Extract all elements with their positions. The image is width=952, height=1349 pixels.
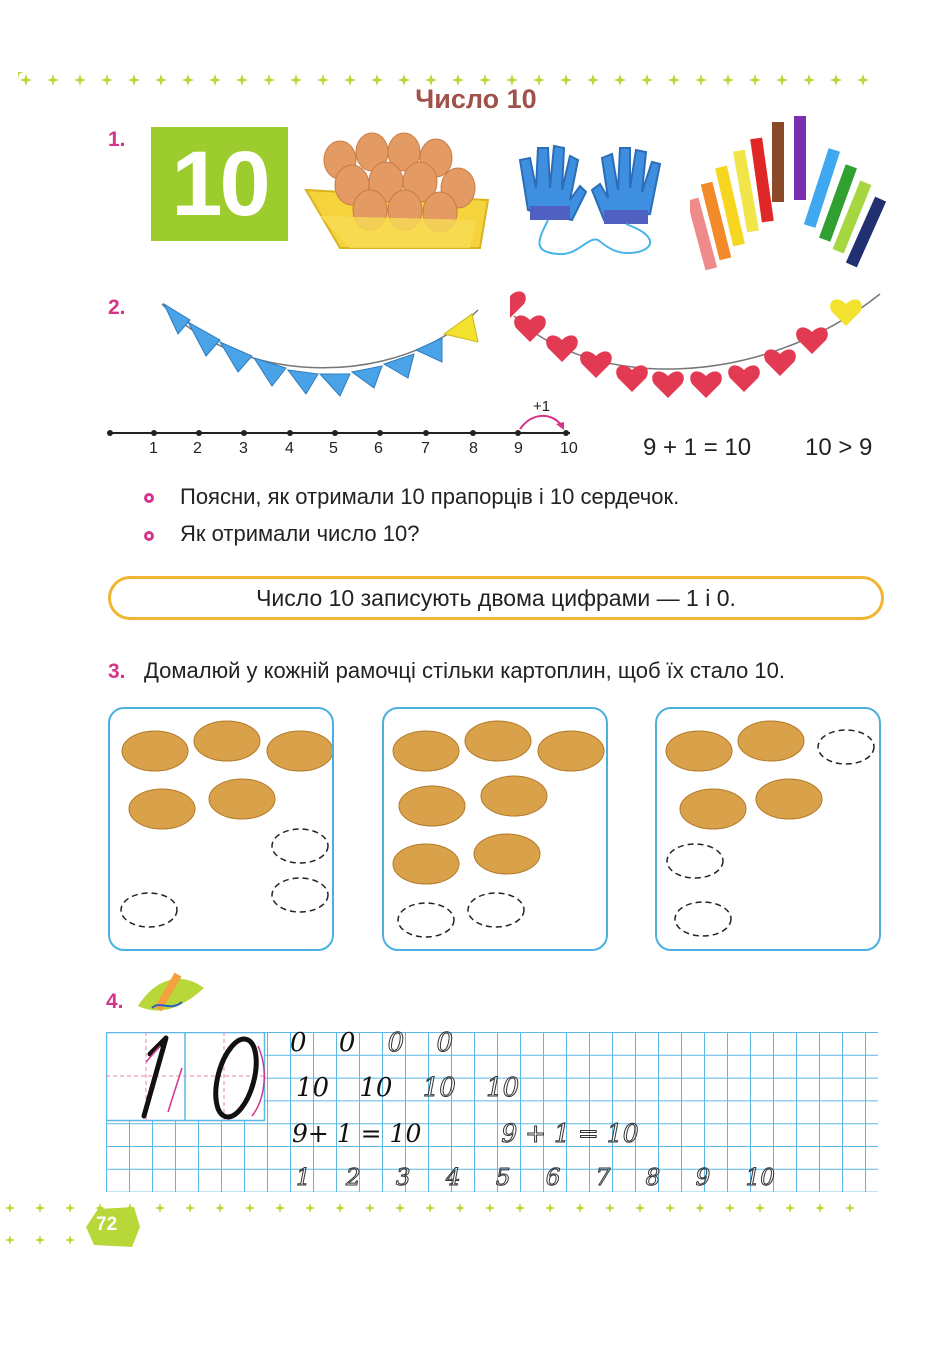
tick-label: 9 [514,440,523,457]
tick-label: 1 [149,440,158,457]
writing-trace: 9 + 1 = 10 [501,1119,639,1148]
writing-sample: 9+ 1 = 10 [292,1119,422,1148]
star-decoration [275,1203,285,1213]
potato-frame-1[interactable] [108,707,334,951]
tick-label: 3 [239,440,248,457]
writing-pencil-icon [134,966,208,1024]
star-decoration [515,1203,525,1213]
tick-label: 5 [329,440,338,457]
writing-trace: 1 [296,1165,311,1191]
big-number-card: 10 [151,127,288,241]
star-decoration [665,1203,675,1213]
writing-trace: 0 [387,1028,405,1058]
star-decoration [65,1235,75,1245]
writing-sample: 10 [359,1073,393,1103]
star-decoration [815,1203,825,1213]
star-decoration [845,1203,855,1213]
flags-garland-picture [160,298,480,410]
writing-trace: 9 [695,1165,711,1191]
number-line-step-label: +1 [533,398,551,415]
star-decoration [455,1203,465,1213]
task-number-2: 2. [108,296,126,319]
gloves-picture [508,140,664,264]
egg-tray-picture [300,130,492,262]
writing-sample: 0 [290,1028,307,1058]
star-decoration [65,1203,75,1213]
task-number-3: 3. [108,660,126,683]
task-number-1: 1. [108,128,126,151]
star-decoration [485,1203,495,1213]
potato-frame-2-drawing [384,709,606,949]
writing-trace: 10 [422,1073,456,1103]
star-decoration [725,1203,735,1213]
star-decoration [305,1203,315,1213]
task3-instruction: Домалюй у кожній рамочці стільки картоплин, щоб їх стало 10. [144,658,785,683]
rule-box [108,576,884,620]
star-decoration [695,1203,705,1213]
bullet-icon [144,531,154,541]
writing-trace: 4 [445,1165,461,1191]
tick-label: 4 [285,440,294,457]
star-decoration [575,1203,585,1213]
potato-frame-3[interactable] [655,707,881,951]
pencils-picture [690,108,886,280]
star-decoration [605,1203,615,1213]
question-1: Поясни, як отримали 10 прапорців і 10 сердечок. [180,484,680,509]
star-decoration [185,1203,195,1213]
writing-trace: 3 [395,1165,411,1191]
star-decoration [245,1203,255,1213]
page-title: Число 10 [415,84,537,114]
hearts-garland-picture [510,290,882,402]
rule-text: Число 10 записують двома цифрами — 1 і 0. [256,584,736,611]
writing-trace: 6 [545,1165,561,1191]
tick-label: 6 [374,440,383,457]
writing-trace: 10 [486,1073,520,1103]
star-decoration [635,1203,645,1213]
star-decoration [215,1203,225,1213]
star-decoration [425,1203,435,1213]
equation-text: 9 + 1 = 10 [643,434,752,461]
page-number: 72 [96,1214,118,1235]
question-2: Як отримали число 10? [180,521,420,546]
potato-frame-2[interactable] [382,707,608,951]
star-decoration [365,1203,375,1213]
tick-label: 7 [421,440,430,457]
star-decoration [545,1203,555,1213]
writing-trace: 5 [495,1165,511,1191]
star-decoration [5,1203,15,1213]
star-decoration [335,1203,345,1213]
star-decoration [755,1203,765,1213]
star-decoration [395,1203,405,1213]
writing-sample: 0 [338,1028,356,1058]
bullet-icon [144,493,154,503]
star-decoration [35,1235,45,1245]
potato-frame-1-drawing [110,709,332,949]
writing-trace: 2 [345,1165,361,1191]
potato-frame-3-drawing [657,709,879,949]
number-line [104,396,584,440]
task-number-4: 4. [106,990,124,1013]
star-decoration [785,1203,795,1213]
star-decoration [35,1203,45,1213]
tick-label: 10 [560,440,578,457]
writing-trace: 0 [436,1028,453,1058]
comparison-text: 10 > 9 [805,434,873,461]
writing-trace: 7 [595,1165,611,1191]
star-decoration [5,1235,15,1245]
tick-label: 2 [193,440,202,457]
star-decoration [155,1203,165,1213]
writing-sample: 10 [296,1073,330,1103]
writing-trace: 8 [645,1165,661,1191]
tick-label: 8 [469,440,478,457]
writing-trace: 10 [745,1165,775,1191]
